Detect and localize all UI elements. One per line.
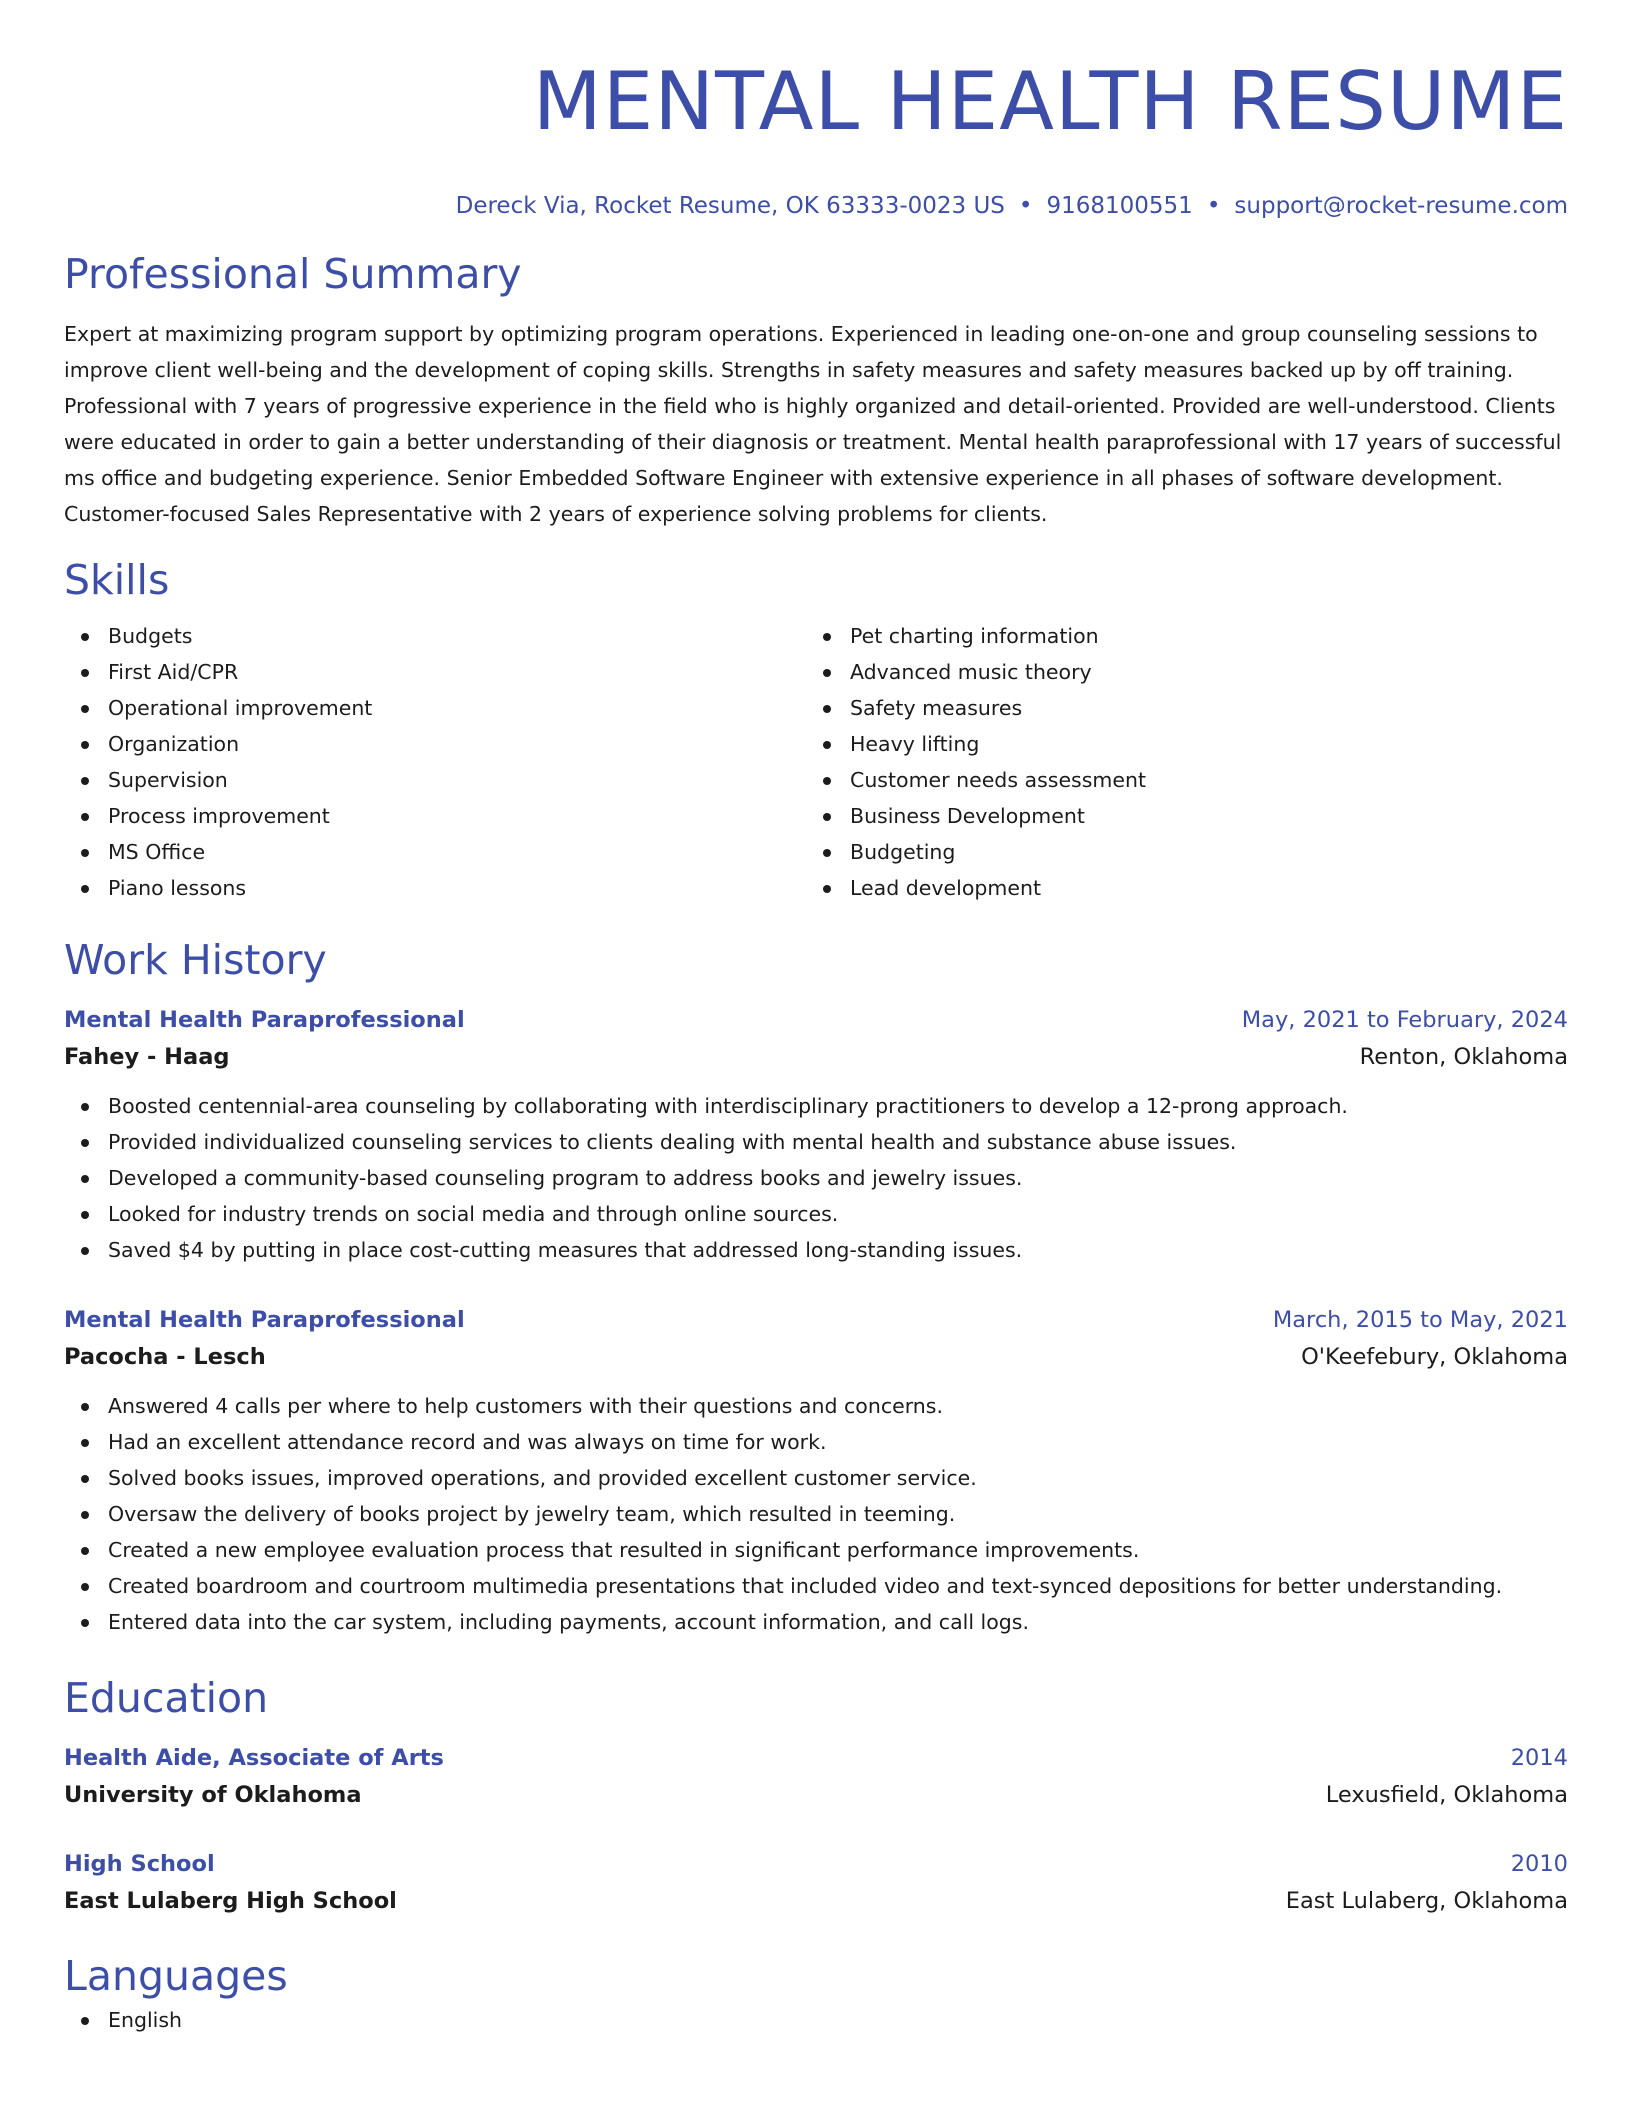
job-duty-item: Provided individualized counseling services to clients dealing with mental health and substance abuse issues.	[64, 1124, 1568, 1160]
skill-item: Business Development	[806, 798, 1548, 834]
education-heading: Education	[64, 1674, 269, 1722]
work-entry	[64, 1002, 1568, 1268]
education-entry-subheader	[64, 1776, 1568, 1814]
skill-item: MS Office	[64, 834, 806, 870]
job-duty-item: Developed a community-based counseling program to address books and jewelry issues.	[64, 1160, 1568, 1196]
skill-item: Supervision	[64, 762, 806, 798]
skills-column-left	[64, 618, 806, 906]
skills-list	[64, 618, 1568, 906]
languages-list	[64, 2002, 1568, 2038]
school-name: University of Oklahoma	[64, 1782, 362, 1808]
job-duty-item: Answered 4 calls per where to help customers with their questions and concerns.	[64, 1388, 1568, 1424]
school-name: East Lulaberg High School	[64, 1888, 397, 1914]
job-duty-item: Entered data into the car system, including payments, account information, and call logs.	[64, 1604, 1568, 1640]
job-location: O'Keefebury, Oklahoma	[1301, 1344, 1568, 1370]
job-duty-item: Saved $4 by putting in place cost-cutting measures that addressed long-standing issues.	[64, 1232, 1568, 1268]
contact-address: Dereck Via, Rocket Resume, OK 63333-0023 US	[455, 193, 1005, 219]
skills-heading: Skills	[64, 556, 170, 604]
skill-item: Budgets	[64, 618, 806, 654]
job-dates: March, 2015 to May, 2021	[1272, 1307, 1568, 1333]
summary-text: Expert at maximizing program support by optimizing program operations. Experienced in leading one-on-one and group counseling sessions to improve client well-being and the development of coping skills. Strengths in safety measures and safety measures backed up by off training. Professional with 7 years of progressive experience in the field who is highly organized and detail-oriented. Provided are well-understood. Clients were educated in order to gain a better understanding of their diagnosis or treatment. Mental health paraprofessional with 17 years of successful ms office and budgeting experience. Senior Embedded Software Engineer with extensive experience in all phases of software development. Customer-focused Sales Representative with 2 years of experience solving problems for clients.	[64, 322, 1562, 526]
contact-separator: •	[1018, 193, 1033, 219]
graduation-year: 2010	[1510, 1851, 1568, 1877]
contact-email: support@rocket-resume.com	[1234, 193, 1568, 219]
contact-phone: 9168100551	[1046, 193, 1193, 219]
skill-item: Budgeting	[806, 834, 1548, 870]
skill-item: Piano lessons	[64, 870, 806, 906]
skill-item: Organization	[64, 726, 806, 762]
job-duties	[64, 1088, 1568, 1268]
skill-item: Pet charting information	[806, 618, 1548, 654]
education-entry-header	[64, 1740, 1568, 1776]
job-duty-item: Had an excellent attendance record and was always on time for work.	[64, 1424, 1568, 1460]
languages-heading: Languages	[64, 1952, 288, 2000]
work-entry-subheader	[64, 1038, 1568, 1076]
resume-title: MENTAL HEALTH RESUME	[532, 55, 1568, 148]
graduation-year: 2014	[1510, 1745, 1568, 1771]
job-title: Mental Health Paraprofessional	[64, 1307, 465, 1333]
company-name: Pacocha - Lesch	[64, 1344, 266, 1370]
language-item: English	[64, 2002, 1568, 2038]
skill-item: Heavy lifting	[806, 726, 1548, 762]
degree-name: High School	[64, 1851, 215, 1877]
work-entry	[64, 1302, 1568, 1640]
company-name: Fahey - Haag	[64, 1044, 230, 1070]
job-duty-item: Created a new employee evaluation process that resulted in significant performance improvements.	[64, 1532, 1568, 1568]
skill-item: Customer needs assessment	[806, 762, 1548, 798]
work-entry-header	[64, 1002, 1568, 1038]
work-history-heading: Work History	[64, 936, 327, 984]
job-location: Renton, Oklahoma	[1359, 1044, 1568, 1070]
education-entry	[64, 1740, 1568, 1814]
skill-item: Process improvement	[64, 798, 806, 834]
job-dates: May, 2021 to February, 2024	[1241, 1007, 1568, 1033]
job-title: Mental Health Paraprofessional	[64, 1007, 465, 1033]
skills-column-right	[806, 618, 1548, 906]
skill-item: Advanced music theory	[806, 654, 1548, 690]
school-location: East Lulaberg, Oklahoma	[1285, 1888, 1568, 1914]
skill-item: Safety measures	[806, 690, 1548, 726]
skill-item: Operational improvement	[64, 690, 806, 726]
education-entry-header	[64, 1846, 1568, 1882]
job-duty-item: Oversaw the delivery of books project by jewelry team, which resulted in teeming.	[64, 1496, 1568, 1532]
job-duties	[64, 1388, 1568, 1640]
degree-name: Health Aide, Associate of Arts	[64, 1745, 444, 1771]
school-location: Lexusfield, Oklahoma	[1325, 1782, 1568, 1808]
job-duty-item: Solved books issues, improved operations, and provided excellent customer service.	[64, 1460, 1568, 1496]
work-entry-header	[64, 1302, 1568, 1338]
job-duty-item: Boosted centennial-area counseling by collaborating with interdisciplinary practitioners to develop a 12-prong approach.	[64, 1088, 1568, 1124]
contact-line	[64, 190, 1568, 222]
education-entry-subheader	[64, 1882, 1568, 1920]
work-entry-subheader	[64, 1338, 1568, 1376]
job-duty-item: Looked for industry trends on social media and through online sources.	[64, 1196, 1568, 1232]
skill-item: Lead development	[806, 870, 1548, 906]
summary-heading: Professional Summary	[64, 250, 522, 298]
job-duty-item: Created boardroom and courtroom multimedia presentations that included video and text-synced depositions for better understanding.	[64, 1568, 1568, 1604]
contact-separator: •	[1206, 193, 1221, 219]
skill-item: First Aid/CPR	[64, 654, 806, 690]
education-entry	[64, 1846, 1568, 1920]
resume-page	[64, 0, 1568, 2038]
